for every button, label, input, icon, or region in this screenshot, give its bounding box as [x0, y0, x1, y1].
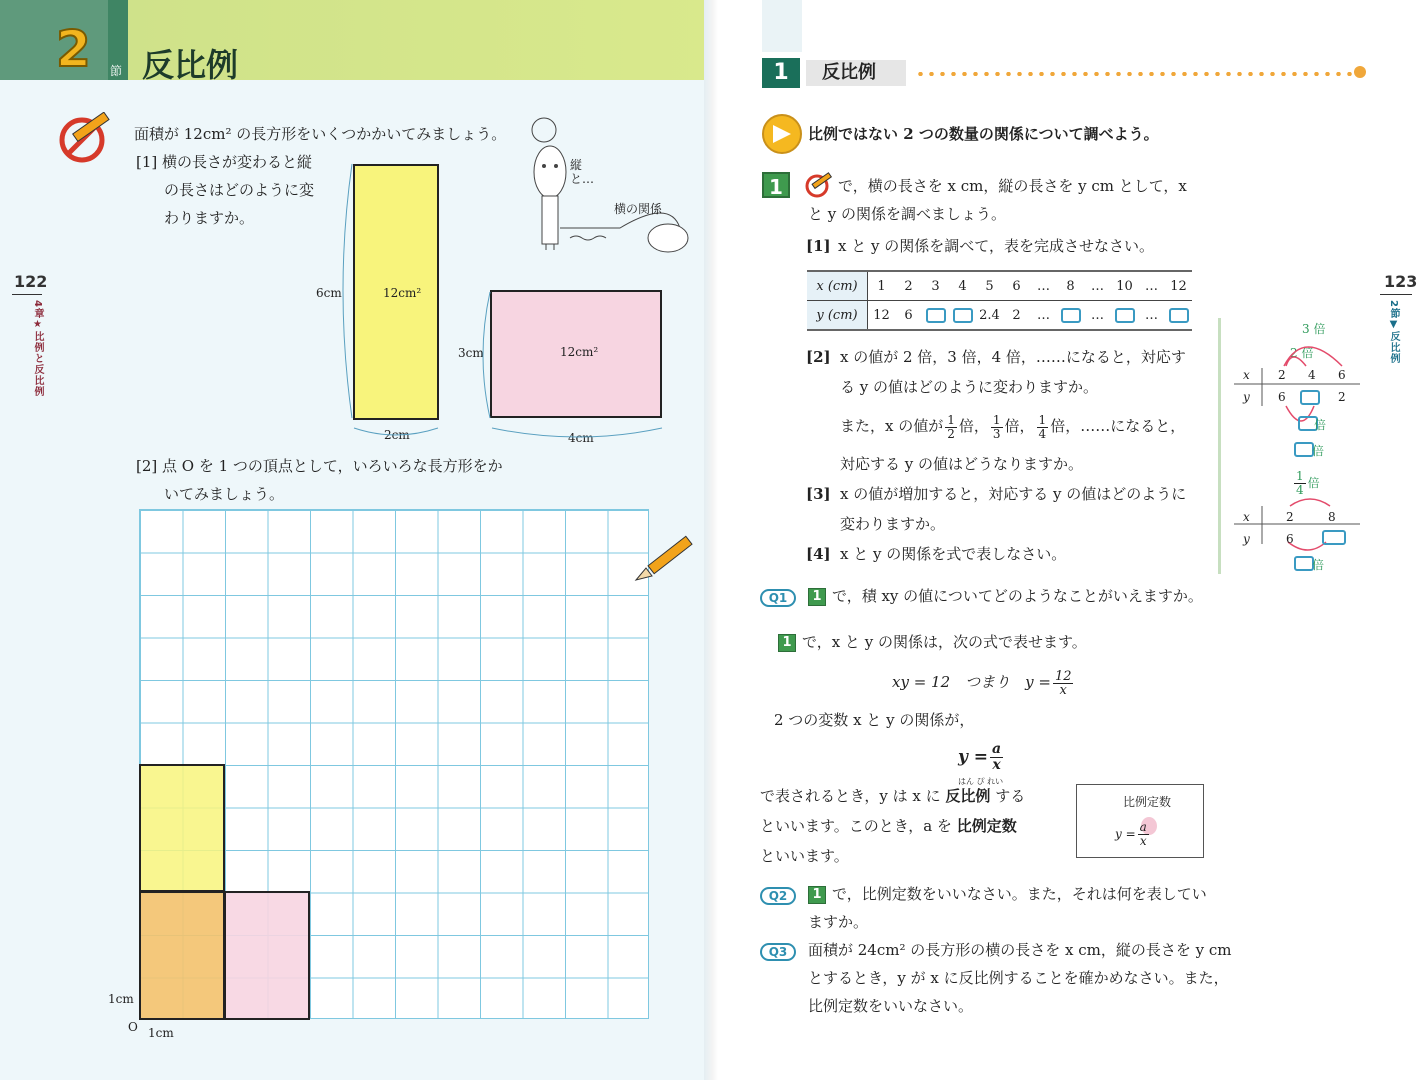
ratio-y-head: y: [1243, 532, 1250, 546]
table-cell: 6: [1003, 271, 1030, 301]
table-cell: 6: [895, 301, 922, 331]
section-side-label: 2節▼反比例: [1388, 300, 1399, 364]
chapter-side-label: 4章★比例と反比例: [32, 300, 43, 397]
problem-1-line: で，横の長さを x cm，縦の長さを y cm として，x: [838, 177, 1187, 195]
equation: xy = 12 つまり y = $\frac{12}{x}$: [892, 668, 1072, 698]
question-1-line: の長さはどのように変: [164, 181, 315, 199]
ratio-cell: 6: [1338, 368, 1346, 382]
question-1-text: で，積 xy の値についてどのようなことがいえますか。: [832, 587, 1203, 605]
section-title: 反比例: [142, 46, 239, 84]
pencil-activity-icon: [804, 172, 834, 198]
ratio-cell: 6: [1286, 532, 1294, 546]
table-blank-cell[interactable]: [1057, 301, 1084, 331]
table-cell: …: [1030, 301, 1057, 331]
rectangle-width-label: 2cm: [384, 428, 410, 442]
tab-marker: [762, 0, 802, 52]
definition-line: といいます。このとき，a を 比例定数: [760, 817, 1017, 835]
problem-ref-icon: 1: [778, 634, 796, 652]
ratio-cell: 8: [1328, 510, 1336, 524]
grid-unit-horizontal: 1cm: [148, 1026, 174, 1040]
ratio-blank[interactable]: [1300, 390, 1320, 405]
ratio-label: 2 倍: [1290, 346, 1314, 360]
definition-card-title: 比例定数: [1123, 795, 1172, 809]
rectangle-height-label: 3cm: [458, 346, 484, 360]
ratio-cell: 2: [1338, 390, 1346, 404]
table-cell: …: [1030, 271, 1057, 301]
section-number: 2: [56, 20, 91, 78]
definition-card-eq: y = $\frac{a}{x}$: [1115, 820, 1147, 848]
subquestion-4-label: [4]: [806, 545, 831, 563]
question-2-line: ますか。: [808, 913, 869, 931]
question-badge-q1: Q1: [760, 589, 796, 607]
problem-1-line: と y の関係を調べましょう。: [808, 205, 1007, 223]
grid-origin-label: O: [128, 1020, 138, 1034]
table-blank-cell[interactable]: [949, 301, 976, 331]
ratio-label: 倍: [1314, 418, 1327, 432]
problem-ref-icon: 1: [808, 886, 826, 904]
ratio-cell: 6: [1278, 390, 1286, 404]
table-blank-cell[interactable]: [922, 301, 949, 331]
table-cell: 10: [1111, 271, 1138, 301]
ratio-label: 倍: [1312, 444, 1325, 458]
question-2-line: [2] 点 O を 1 つの頂点として，いろいろな長方形をか: [136, 457, 503, 475]
table-cell: 2: [1003, 301, 1030, 331]
book-gutter: [704, 0, 718, 1080]
definition-line: で表されるとき，y は x に 反比例 する: [760, 787, 1026, 805]
ratio-y-head: y: [1243, 390, 1250, 404]
margin-divider: [1218, 318, 1221, 574]
table-cell: 5: [976, 271, 1003, 301]
ratio-label: 3 倍: [1302, 322, 1326, 336]
subquestion-2-label: [2]: [806, 348, 831, 366]
fraction: $\frac{1}{3}$: [992, 412, 1001, 441]
rectangle-area-label: 12cm²: [383, 286, 422, 300]
explanation-text: 2 つの変数 x と y の関係が，: [774, 711, 975, 729]
header-dot-end: [1354, 66, 1366, 78]
character-speech-yoko: 横の関係: [614, 202, 663, 216]
table-header-y: y (cm): [807, 301, 868, 331]
table-cell: 1: [868, 271, 896, 301]
question-2-line: いてみましょう。: [164, 485, 285, 503]
rectangle-width-label: 4cm: [568, 431, 594, 445]
ratio-blank[interactable]: [1294, 442, 1314, 457]
question-badge-q2: Q2: [760, 887, 796, 905]
rectangle-area-label: 12cm²: [560, 345, 599, 359]
subquestion-2-line: また，x の値が $\frac{1}{2}$ 倍， $\frac{1}{3}$ 倍， $\frac{1}{4}$ 倍，……になると，: [840, 412, 1186, 441]
subquestion-1-text: x と y の関係を調べて，表を完成させなさい。: [838, 237, 1154, 255]
question-3-line: とするとき，y が x に反比例することを確かめなさい。また，: [808, 969, 1229, 987]
grid-rectangle-yellow: [139, 764, 225, 892]
subquestion-2-line: る y の値はどのように変わりますか。: [840, 378, 1099, 396]
subquestion-4-text: x と y の関係を式で表しなさい。: [840, 545, 1067, 563]
table-cell: 8: [1057, 271, 1084, 301]
page-number: 123: [1384, 272, 1418, 291]
table-cell: …: [1084, 271, 1111, 301]
subquestion-3-label: [3]: [806, 485, 831, 503]
grid-rectangle-orange: [139, 891, 225, 1020]
table-cell: …: [1138, 301, 1165, 331]
table-row-x: [807, 271, 1192, 301]
xy-table: [807, 270, 1192, 331]
fraction: $\frac{1}{2}$: [947, 412, 955, 441]
table-cell: 4: [949, 271, 976, 301]
page-number: 122: [14, 272, 48, 291]
question-badge-q3: Q3: [760, 943, 796, 961]
ratio-label: 倍: [1312, 558, 1325, 572]
term-hirei-teisu: 比例定数: [956, 817, 1017, 835]
definition-equation: y = $\frac{a}{x}$: [958, 741, 1002, 773]
table-cell: …: [1084, 301, 1111, 331]
ratio-cell: 2: [1286, 510, 1294, 524]
question-1-line: わりますか。: [164, 209, 255, 227]
explanation-text: で，x と y の関係は，次の式で表せます。: [802, 633, 1087, 651]
ratio-fraction-label: $\frac{1}{4}$ 倍: [1296, 469, 1320, 497]
table-blank-cell[interactable]: [1111, 301, 1138, 331]
question-3-line: 面積が 24cm² の長方形の横の長さを x cm，縦の長さを y cm: [808, 941, 1232, 959]
grid-rectangle-pink: [224, 891, 310, 1020]
table-cell: 12: [1165, 271, 1192, 301]
subquestion-1-label: [1]: [806, 237, 831, 255]
ratio-blank[interactable]: [1294, 556, 1314, 571]
fraction: $\frac{1}{4}$: [1038, 412, 1047, 441]
ruby-reading: はん ぴ れい: [958, 777, 1004, 786]
subquestion-2-line: 対応する y の値はどうなりますか。: [840, 455, 1084, 473]
ratio-cell: 2: [1278, 368, 1286, 382]
ratio-x-head: x: [1243, 510, 1250, 524]
dimension-arcs: [330, 160, 670, 450]
definition-line: といいます。: [760, 847, 849, 865]
subsection-number: 1: [762, 58, 800, 88]
table-cell: …: [1138, 271, 1165, 301]
subsection-title: 反比例: [806, 60, 906, 86]
pencil-activity-icon: [56, 112, 116, 164]
table-cell: 2.4: [976, 301, 1003, 331]
question-1-line: [1] 横の長さが変わると縦: [136, 153, 313, 171]
definition-card: [1076, 784, 1204, 858]
question-3-line: 比例定数をいいなさい。: [808, 997, 974, 1015]
subquestion-2-line: x の値が 2 倍，3 倍，4 倍，……になると，対応す: [840, 348, 1186, 366]
goal-text: 比例ではない 2 つの数量の関係について調べよう。: [808, 125, 1159, 143]
table-blank-cell[interactable]: [1165, 301, 1192, 331]
header-dotted-line: [915, 72, 1355, 76]
section-kanji: 節: [110, 64, 123, 78]
ratio-blank[interactable]: [1322, 530, 1346, 545]
subquestion-3-line: 変わりますか。: [840, 515, 946, 533]
goal-arrow-icon: [762, 114, 802, 154]
term-hanpirei: 反比例: [945, 787, 991, 805]
intro-text: 面積が 12cm² の長方形をいくつかかいてみましょう。: [134, 125, 507, 143]
table-row-y: [807, 301, 1192, 331]
pencil-icon: [634, 532, 694, 584]
grid-unit-vertical: 1cm: [108, 992, 134, 1006]
rectangle-height-label: 6cm: [316, 286, 342, 300]
section-header: [0, 0, 712, 80]
ratio-x-head: x: [1243, 368, 1250, 382]
ratio-cell: 4: [1308, 368, 1316, 382]
problem-ref-icon: 1: [808, 588, 826, 606]
table-cell: 3: [922, 271, 949, 301]
table-cell: 2: [895, 271, 922, 301]
table-header-x: x (cm): [807, 271, 868, 301]
character-speech-tate: 縦と…: [570, 158, 595, 186]
question-2-line: で，比例定数をいいなさい。また，それは何を表してい: [832, 885, 1207, 903]
subquestion-3-line: x の値が増加すると，対応する y の値はどのように: [840, 485, 1187, 503]
problem-number: 1: [762, 172, 790, 198]
table-cell: 12: [868, 301, 896, 331]
